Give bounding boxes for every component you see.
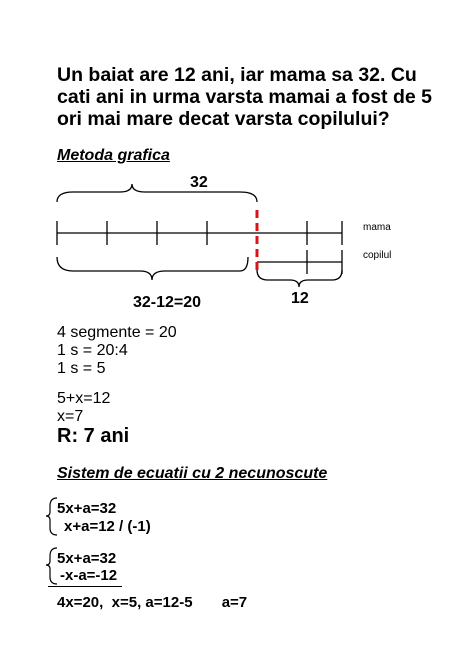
mother-label: mama xyxy=(363,222,391,233)
step-solution: x=7 xyxy=(57,408,84,425)
step-segment-value: 1 s = 5 xyxy=(57,360,106,377)
difference-label: 32-12=20 xyxy=(133,294,202,311)
system1-equation2: x+a=12 / (-1) xyxy=(64,518,151,535)
system2-equation2: -x-a=-12 xyxy=(60,567,118,584)
child-age-label: 12 xyxy=(291,290,309,307)
system-method-title: Sistem de ecuatii cu 2 necunoscute xyxy=(57,465,328,482)
system-result: 4x=20, x=5, a=12-5 a=7 xyxy=(57,594,248,611)
step-one-segment: 1 s = 20:4 xyxy=(57,342,128,359)
problem-statement: Un baiat are 12 ani, iar mama sa 32. Cu cati ani in urma varsta mamai a fost de 5 ori mai mare decat varsta copilului? xyxy=(57,64,432,130)
step-segments: 4 segmente = 20 xyxy=(57,324,177,341)
graphic-method-title: Metoda grafica xyxy=(57,147,170,164)
system1-equation1: 5x+a=32 xyxy=(57,500,117,517)
system1-brace xyxy=(46,498,57,535)
top-total-label: 32 xyxy=(190,174,208,191)
sum-line xyxy=(48,586,122,587)
answer: R: 7 ani xyxy=(57,425,130,447)
system2-brace xyxy=(46,548,57,584)
system2-equation1: 5x+a=32 xyxy=(57,550,117,567)
step-equation: 5+x=12 xyxy=(57,390,111,407)
child-label: copilul xyxy=(363,250,392,261)
